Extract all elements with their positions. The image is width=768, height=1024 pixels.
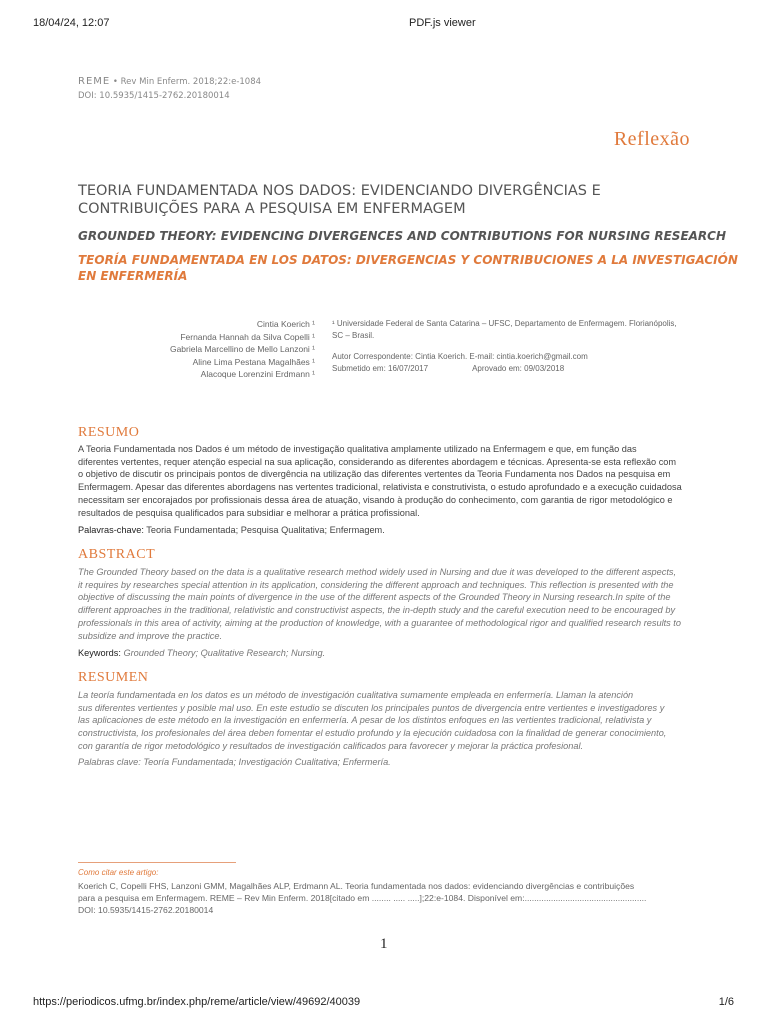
affiliation-block [332, 318, 692, 374]
resumen-line: las aplicaciones de este método en la investigación en enfermería. A pesar de los distintos enfoques en las vertientes tradicional, relativista y [78, 715, 652, 726]
resumo-keywords-label: Palavras-chave: [78, 525, 144, 535]
abstract-keywords-text: Grounded Theory; Qualitative Research; Nursing. [120, 648, 326, 658]
resumen-line: sus diferentes vertientes y posible mal uso. En este estudio se discuten los principales puntos de divergencia entre vertientes e investigadores y [78, 702, 665, 713]
title-pt-line-1: TEORIA FUNDAMENTADA NOS DADOS: EVIDENCIANDO DIVERGÊNCIAS E [78, 183, 601, 199]
abstract-heading: ABSTRACT [78, 547, 156, 562]
journal-citation: Rev Min Enferm. 2018;22:e-1084 [120, 77, 262, 87]
resumo-keywords [78, 525, 385, 535]
page-indicator: 1/6 [718, 996, 734, 1008]
journal-brand: REME [78, 76, 111, 87]
citation-line-3: DOI: 10.5935/1415-2762.20180014 [78, 904, 214, 915]
dates-line [332, 363, 692, 375]
abstract-line: objective of discussing the main points of divergence in the use of the different aspects of the Grounded Theory in Nursing research.In spite of the [78, 592, 671, 603]
abstract-keywords [78, 648, 325, 658]
author: Alacoque Lorenzini Erdmann ¹ [200, 369, 315, 379]
title-spanish [78, 252, 738, 284]
citation-divider [78, 862, 236, 863]
viewer-title: PDF.js viewer [409, 17, 476, 29]
resumen-line: constructivista, los profesionales del área deben fomentar el estudio profundo y la ejecución cuidadosa con la finalidad de generar conocimiento, [78, 728, 667, 739]
abstract-line: subsidize and improve the practice. [78, 630, 223, 641]
abstract-keywords-label: Keywords: [78, 648, 121, 658]
resumo-heading: RESUMO [78, 425, 140, 440]
abstract-line: it requires by researches special attention in its application, considering the different approach and techniques. This reflection is presented with the [78, 579, 674, 590]
corresponding-author: Autor Correspondente: Cintia Koerich. E-mail: cintia.koerich@gmail.com [332, 352, 588, 361]
submitted-date: Submetido em: 16/07/2017 [332, 363, 429, 373]
citation-label: Como citar este artigo: [78, 868, 159, 877]
resumo-line: A Teoria Fundamentada nos Dados é um método de investigação qualitativa amplamente utilizado na Enfermagem e que, em função das [78, 444, 637, 454]
journal-citation-line [78, 76, 261, 87]
resumen-line: con garantía de rigor metodológico y resultados de investigación calificados para favorecer y mejorar la práctica profesional. [78, 740, 584, 751]
resumo-line: Enfermagem. Apesar das diferentes abordagens nas vertentes tradicional, relativista e construtivista, o estudo aprofundado e a execução cuidadosa [78, 482, 682, 493]
abstract-line: professionals in this area of activity, aiming at the production of knowledge, with a guarantee of methodological rigor and qualified research results to [78, 617, 681, 628]
resumo-line: diferentes vertentes, requer atenção especial na sua aplicação, considerando as diferentes abordagem e técnicas. Apresenta-se esta reflexão com [78, 456, 677, 467]
resumo-body [78, 443, 692, 519]
section-label: Reflexão [613, 128, 690, 150]
resumo-line: o objetivo de discutir os principais pontos de divergência na utilização das diferentes vertentes da Teoria Fundamenta nos Dados na pesquisa em [78, 469, 671, 480]
approved-date: Aprovado em: 09/03/2018 [472, 363, 565, 373]
resumen-keywords-label: Palabras clave: [78, 757, 141, 767]
resumen-keywords [78, 757, 391, 767]
title-portuguese [78, 182, 601, 218]
citation-block [78, 881, 692, 916]
title-pt-line-2: CONTRIBUIÇÕES PARA A PESQUISA EM ENFERMAGEM [78, 201, 466, 217]
resumo-line: resultados de pesquisa qualificados para subsidiar e melhorar a prática profissional. [78, 507, 420, 518]
citation-line-2: para a pesquisa em Enfermagem. REME – Rev Min Enferm. 2018[citado em ........ ..... .....];22:e-1084. Disponível em:................................................... [78, 892, 647, 903]
resumen-keywords-text: Teoría Fundamentada; Investigación Cualitativa; Enfermería. [140, 757, 391, 767]
author: Cintia Koerich ¹ [256, 319, 315, 329]
journal-doi: DOI: 10.5935/1415-2762.20180014 [78, 91, 230, 101]
print-datetime: 18/04/24, 12:07 [33, 17, 110, 29]
resumen-line: La teoría fundamentada en los datos es un método de investigación cualitativa sumamente empleada en enfermería. Llaman la atención [78, 690, 634, 700]
page-url: https://periodicos.ufmg.br/index.php/reme/article/view/49692/40039 [33, 996, 361, 1008]
abstract-line: The Grounded Theory based on the data is a qualitative research method widely used in Nursing and due it was developed to the different aspects, [78, 567, 677, 577]
resumen-body [78, 689, 692, 753]
resumo-keywords-text: Teoria Fundamentada; Pesquisa Qualitativa; Enfermagem. [143, 525, 385, 535]
affiliation-line-1: ¹ Universidade Federal de Santa Catarina – UFSC, Departamento de Enfermagem. Florianópolis, [332, 319, 677, 328]
author: Aline Lima Pestana Magalhães ¹ [192, 356, 315, 367]
abstract-body [78, 566, 692, 642]
abstract-line: different approaches in the traditional, relativistic and constructivist aspects, the in-depth study and the careful execution need to be encouraged by [78, 605, 676, 616]
author-list [75, 318, 315, 381]
citation-line-1: Koerich C, Copelli FHS, Lanzoni GMM, Magalhães ALP, Erdmann AL. Teoria fundamentada nos dados: evidenciando divergências e contribuições [78, 881, 635, 891]
page-number: 1 [380, 936, 388, 952]
title-english: GROUNDED THEORY: EVIDENCING DIVERGENCES AND CONTRIBUTIONS FOR NURSING RESEARCH [78, 229, 727, 243]
author: Fernanda Hannah da Silva Copelli ¹ [180, 331, 315, 342]
separator-bullet: • [112, 77, 118, 87]
author: Gabriela Marcellino de Mello Lanzoni ¹ [169, 344, 315, 354]
resumo-line: necessitam ser encorajados por profissionais dessa área de atuação, visando à produção do conhecimento, com garantia de rigor metodológico e [78, 494, 673, 505]
affiliation-line-2: SC – Brasil. [332, 330, 375, 340]
resumen-heading: RESUMEN [78, 670, 149, 685]
title-es-line-1: TEORÍA FUNDAMENTADA EN LOS DATOS: DIVERGENCIAS Y CONTRIBUCIONES A LA INVESTIGACIÓN [78, 253, 738, 267]
title-es-line-2: EN ENFERMERÍA [78, 269, 188, 283]
